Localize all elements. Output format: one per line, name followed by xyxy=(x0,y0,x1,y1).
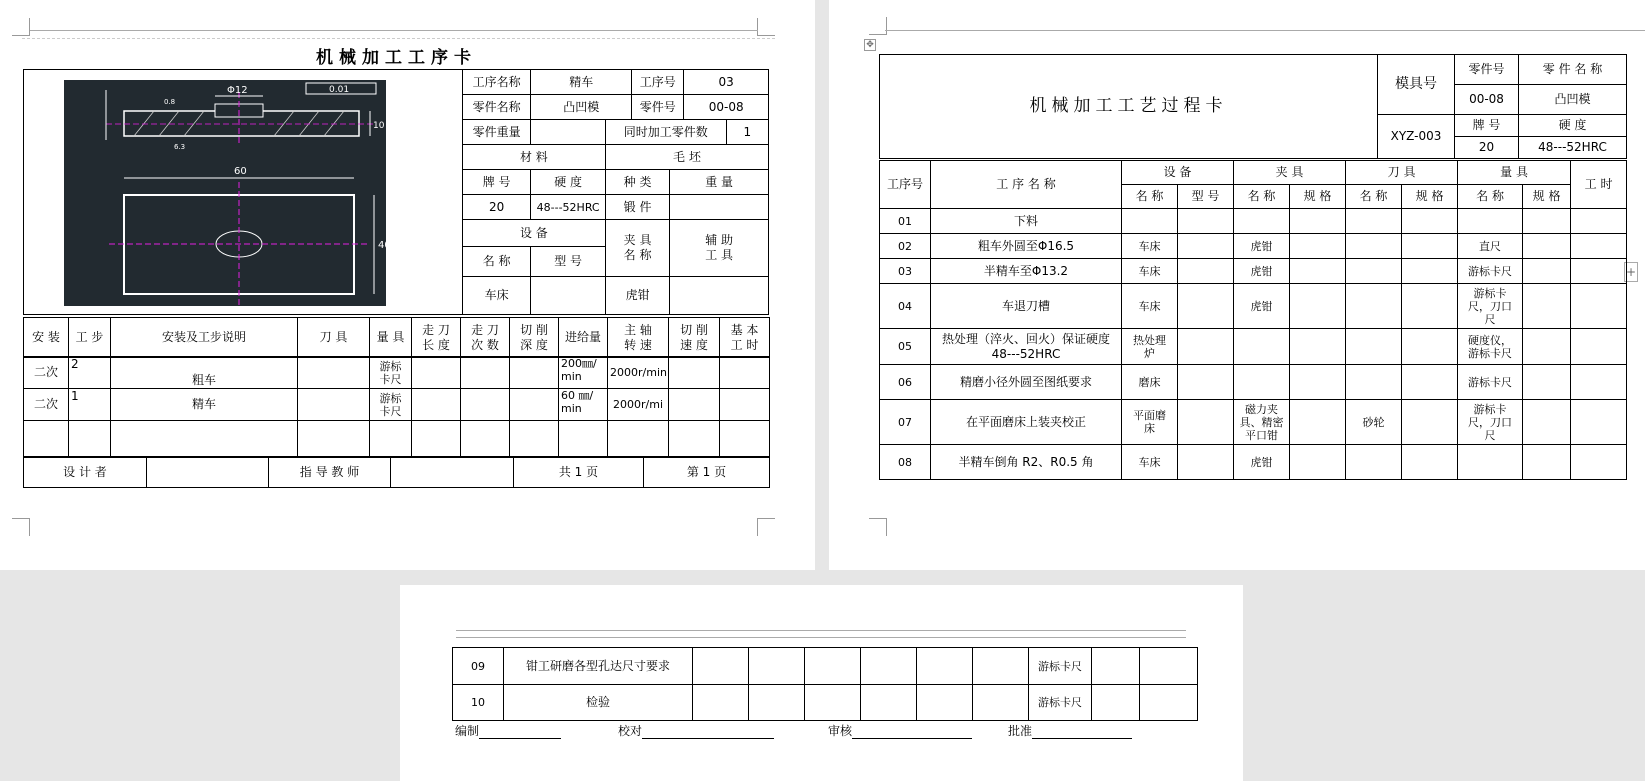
process-cell xyxy=(1178,209,1234,234)
card2-title: 机械加工工艺过程卡 xyxy=(880,55,1378,159)
footer-designer-value xyxy=(147,458,269,488)
steps-cell xyxy=(720,357,770,389)
process-cell xyxy=(1178,365,1234,400)
value-eq-model xyxy=(531,277,605,315)
footer-advisor-label: 指 导 教 师 xyxy=(269,458,391,488)
process-cell xyxy=(1290,284,1346,329)
col-eq-name: 名 称 xyxy=(1122,185,1178,209)
grade-value: 20 xyxy=(1455,137,1519,159)
process-cell xyxy=(973,648,1029,685)
process-cell xyxy=(805,648,861,685)
steps-cell: 60 ㎜/ min xyxy=(559,389,608,421)
process-cell xyxy=(917,648,973,685)
steps-cell: 二次 xyxy=(24,389,69,421)
table-move-handle[interactable]: ✥ xyxy=(864,39,876,51)
steps-cell: 粗车 xyxy=(111,357,298,389)
signoff-approve: 批准 xyxy=(1008,722,1132,739)
label-equipment: 设 备 xyxy=(462,220,605,247)
process-cell: 04 xyxy=(880,284,931,329)
steps-cell xyxy=(412,389,461,421)
value-part-name: 凸凹模 xyxy=(531,95,632,120)
process-cell: 磨床 xyxy=(1122,365,1178,400)
steps-cell: 1 xyxy=(69,389,111,421)
document-page-1 xyxy=(0,0,815,570)
value-hardness: 48---52HRC xyxy=(531,195,605,220)
steps-cell xyxy=(370,421,412,457)
value-aux-tool xyxy=(670,277,769,315)
label-part-name: 零件名称 xyxy=(462,95,530,120)
card1-header-table xyxy=(23,69,769,315)
steps-cell: 游标 卡尺 xyxy=(370,357,412,389)
process-cell xyxy=(1346,284,1402,329)
label-grade: 牌 号 xyxy=(462,170,530,195)
steps-cell xyxy=(298,421,370,457)
card1-steps-body xyxy=(23,356,770,457)
footer-total-pages: 共 1 页 xyxy=(514,458,644,488)
part-name-label: 零 件 名 称 xyxy=(1519,55,1627,85)
process-cell: 07 xyxy=(880,400,931,445)
process-cell xyxy=(1346,365,1402,400)
process-cell xyxy=(1571,234,1627,259)
process-cell: 05 xyxy=(880,329,931,365)
dim-phi-label: Φ12 xyxy=(227,85,248,96)
value-simultaneous: 1 xyxy=(726,120,768,145)
process-cell: 游标卡 尺，刀口 尺 xyxy=(1458,400,1523,445)
process-cell: 硬度仪， 游标卡尺 xyxy=(1458,329,1523,365)
process-cell xyxy=(1140,685,1198,721)
mold-no-value: XYZ-003 xyxy=(1378,115,1455,159)
process-cell xyxy=(1178,400,1234,445)
process-cell: 游标卡尺 xyxy=(1458,365,1523,400)
process-cell xyxy=(1346,209,1402,234)
process-cell xyxy=(1178,234,1234,259)
process-cell xyxy=(749,648,805,685)
process-cell xyxy=(1523,284,1571,329)
steps-col-header: 切 削 深 度 xyxy=(510,318,559,358)
process-cell: 车床 xyxy=(1122,284,1178,329)
process-cell xyxy=(973,685,1029,721)
process-cell xyxy=(1234,365,1290,400)
process-cell xyxy=(1402,209,1458,234)
part-no-value: 00-08 xyxy=(1455,85,1519,115)
dim-side-label: 40 xyxy=(378,240,391,251)
process-cell: 游标卡尺 xyxy=(1029,648,1092,685)
process-cell xyxy=(1178,284,1234,329)
process-cell xyxy=(861,685,917,721)
process-cell: 粗车外圆至Φ16.5 xyxy=(931,234,1122,259)
hardness-label: 硬 度 xyxy=(1519,115,1627,137)
process-cell xyxy=(1402,284,1458,329)
process-cell xyxy=(1571,284,1627,329)
process-cell xyxy=(861,648,917,685)
process-cell xyxy=(1571,445,1627,480)
process-cell xyxy=(693,685,749,721)
label-aux-tool: 辅 助 工 具 xyxy=(670,220,769,277)
process-cell xyxy=(1402,329,1458,365)
process-cell: 虎钳 xyxy=(1234,445,1290,480)
crop-mark xyxy=(12,18,30,36)
process-cell xyxy=(1523,445,1571,480)
process-cell: 02 xyxy=(880,234,931,259)
process-cell xyxy=(1523,234,1571,259)
process-cell: 热处理 炉 xyxy=(1122,329,1178,365)
roughness-mark: 0.8 xyxy=(164,98,176,106)
crop-mark xyxy=(869,518,887,536)
steps-col-header: 量 具 xyxy=(370,318,412,358)
process-cell: 检验 xyxy=(504,685,693,721)
part-no-label: 零件号 xyxy=(1455,55,1519,85)
process-cell: 下料 xyxy=(931,209,1122,234)
steps-cell xyxy=(24,421,69,457)
col-eq-model: 型 号 xyxy=(1178,185,1234,209)
signoff-check: 校对 xyxy=(618,722,774,739)
steps-cell xyxy=(669,421,720,457)
steps-col-header: 安 装 xyxy=(24,318,69,358)
process-cell: 06 xyxy=(880,365,931,400)
label-weight: 重 量 xyxy=(670,170,769,195)
process-cell xyxy=(1346,445,1402,480)
table-row xyxy=(880,234,1627,259)
process-cell: 在平面磨床上装夹校正 xyxy=(931,400,1122,445)
table-row xyxy=(24,421,770,457)
process-cell xyxy=(1140,648,1198,685)
process-cell xyxy=(1571,365,1627,400)
steps-col-header: 基 本 工 时 xyxy=(720,318,770,358)
process-cell xyxy=(1458,209,1523,234)
col-fix-name: 名 称 xyxy=(1234,185,1290,209)
table-row xyxy=(880,259,1627,284)
steps-col-header: 工 步 xyxy=(69,318,111,358)
table-row xyxy=(880,209,1627,234)
value-fixture: 虎钳 xyxy=(605,277,669,315)
document-page-3 xyxy=(400,585,1243,781)
process-cell xyxy=(1290,234,1346,259)
crop-mark xyxy=(12,518,30,536)
card2-process-table xyxy=(879,160,1627,480)
process-cell xyxy=(1402,234,1458,259)
process-cell xyxy=(1571,400,1627,445)
process-cell xyxy=(1571,329,1627,365)
steps-cell xyxy=(510,357,559,389)
col-gauge: 量 具 xyxy=(1458,161,1571,185)
card1-footer-table xyxy=(23,457,770,488)
dim-height-label: 10 xyxy=(373,121,385,131)
process-cell xyxy=(1178,329,1234,365)
steps-cell xyxy=(669,389,720,421)
process-cell xyxy=(1402,259,1458,284)
value-process-no: 03 xyxy=(684,70,769,95)
footer-advisor-value xyxy=(391,458,514,488)
label-part-no: 零件号 xyxy=(632,95,684,120)
process-cell xyxy=(1346,259,1402,284)
steps-cell xyxy=(461,421,510,457)
steps-col-header: 主 轴 转 速 xyxy=(608,318,669,358)
table-row xyxy=(453,648,1198,685)
steps-col-header: 切 削 速 度 xyxy=(669,318,720,358)
process-cell: 车床 xyxy=(1122,259,1178,284)
process-cell xyxy=(1092,648,1140,685)
table-row xyxy=(24,389,770,421)
label-blank: 毛 坯 xyxy=(605,145,768,170)
card1-steps-table xyxy=(23,317,770,358)
process-cell xyxy=(1571,209,1627,234)
col-gauge-name: 名 称 xyxy=(1458,185,1523,209)
steps-cell xyxy=(298,357,370,389)
table-row xyxy=(453,685,1198,721)
steps-cell xyxy=(720,421,770,457)
signoff-compile: 编制 xyxy=(455,722,561,739)
value-process-name: 精车 xyxy=(531,70,632,95)
table-row xyxy=(24,357,770,389)
process-cell xyxy=(1523,259,1571,284)
steps-cell xyxy=(608,421,669,457)
document-page-2 xyxy=(829,0,1645,570)
value-part-weight xyxy=(531,120,605,145)
steps-col-header: 安装及工步说明 xyxy=(111,318,298,358)
dim-width-label: 60 xyxy=(234,166,247,177)
value-grade: 20 xyxy=(462,195,530,220)
process-cell: 游标卡尺 xyxy=(1029,685,1092,721)
technical-drawing xyxy=(24,70,463,315)
col-fix-spec: 规 格 xyxy=(1290,185,1346,209)
part-name-value: 凸凹模 xyxy=(1519,85,1627,115)
col-tool-name: 名 称 xyxy=(1346,185,1402,209)
footer-page-number: 第 1 页 xyxy=(644,458,770,488)
process-cell: 磁力夹 具、精密 平口钳 xyxy=(1234,400,1290,445)
process-cell xyxy=(917,685,973,721)
steps-cell: 200㎜/ min xyxy=(559,357,608,389)
process-cell: 虎钳 xyxy=(1234,284,1290,329)
label-material: 材 料 xyxy=(462,145,605,170)
process-cell: 01 xyxy=(880,209,931,234)
steps-header-row xyxy=(24,318,770,358)
process-cell xyxy=(1290,400,1346,445)
process-cell xyxy=(1290,259,1346,284)
process-cell: 03 xyxy=(880,259,931,284)
process-cell: 虎钳 xyxy=(1234,234,1290,259)
col-tool-spec: 规 格 xyxy=(1402,185,1458,209)
steps-col-header: 走 刀 次 数 xyxy=(461,318,510,358)
steps-cell: 2000r/min xyxy=(608,357,669,389)
process-cell xyxy=(1523,400,1571,445)
process-cell xyxy=(1523,365,1571,400)
process-cell: 车退刀槽 xyxy=(931,284,1122,329)
process-cell xyxy=(1290,365,1346,400)
process-cell xyxy=(693,648,749,685)
steps-cell: 游标 卡尺 xyxy=(370,389,412,421)
card1-title: 机械加工工序卡 xyxy=(316,48,477,68)
value-eq-name: 车床 xyxy=(462,277,530,315)
label-part-weight: 零件重量 xyxy=(462,120,530,145)
process-cell: 钳工研磨各型孔达尺寸要求 xyxy=(504,648,693,685)
process-cell xyxy=(1234,209,1290,234)
process-cell xyxy=(749,685,805,721)
process-cell: 精磨小径外圆至图纸要求 xyxy=(931,365,1122,400)
card2-header-table xyxy=(879,54,1627,159)
value-part-no: 00-08 xyxy=(684,95,769,120)
col-equipment: 设 备 xyxy=(1122,161,1234,185)
card3-process-table xyxy=(452,647,1198,721)
process-cell: 10 xyxy=(453,685,504,721)
mold-no-label: 模具号 xyxy=(1378,55,1455,115)
process-cell: 热处理（淬火、回火）保证硬度 48---52HRC xyxy=(931,329,1122,365)
process-cell xyxy=(1178,445,1234,480)
crop-mark xyxy=(869,17,887,35)
process-cell xyxy=(1122,209,1178,234)
process-cell xyxy=(1402,400,1458,445)
process-cell: 直尺 xyxy=(1458,234,1523,259)
value-weight xyxy=(670,195,769,220)
steps-cell xyxy=(510,389,559,421)
steps-cell xyxy=(559,421,608,457)
col-gauge-spec: 规 格 xyxy=(1523,185,1571,209)
steps-cell: 二次 xyxy=(24,357,69,389)
process-cell: 平面磨 床 xyxy=(1122,400,1178,445)
label-eq-name: 名 称 xyxy=(462,247,530,277)
steps-col-header: 刀 具 xyxy=(298,318,370,358)
grade-label: 牌 号 xyxy=(1455,115,1519,137)
steps-col-header: 进给量 xyxy=(559,318,608,358)
process-cell xyxy=(1234,329,1290,365)
table-row xyxy=(880,365,1627,400)
steps-cell: 精车 xyxy=(111,389,298,421)
value-kind: 锻 件 xyxy=(605,195,669,220)
process-cell: 游标卡尺 xyxy=(1458,259,1523,284)
steps-cell xyxy=(111,421,298,457)
steps-cell xyxy=(461,357,510,389)
process-cell xyxy=(1346,234,1402,259)
add-row-button[interactable]: + xyxy=(1624,262,1638,282)
process-cell xyxy=(1290,445,1346,480)
col-fixture: 夹 具 xyxy=(1234,161,1346,185)
label-hardness: 硬 度 xyxy=(531,170,605,195)
steps-cell xyxy=(510,421,559,457)
process-cell: 08 xyxy=(880,445,931,480)
roughness-mark: 6.3 xyxy=(174,143,186,151)
crop-mark xyxy=(757,18,775,36)
steps-cell: 2000r/mi xyxy=(608,389,669,421)
process-cell xyxy=(805,685,861,721)
table-row xyxy=(880,284,1627,329)
process-cell: 半精车倒角 R2、R0.5 角 xyxy=(931,445,1122,480)
process-cell: 半精车至Φ13.2 xyxy=(931,259,1122,284)
hardness-value: 48---52HRC xyxy=(1519,137,1627,159)
col-time: 工 时 xyxy=(1571,161,1627,209)
table-row xyxy=(880,400,1627,445)
process-cell: 车床 xyxy=(1122,234,1178,259)
label-eq-model: 型 号 xyxy=(531,247,605,277)
process-cell: 车床 xyxy=(1122,445,1178,480)
steps-cell xyxy=(69,421,111,457)
label-simultaneous: 同时加工零件数 xyxy=(605,120,726,145)
steps-cell xyxy=(412,357,461,389)
process-cell: 游标卡 尺，刀口 尺 xyxy=(1458,284,1523,329)
steps-col-header: 走 刀 长 度 xyxy=(412,318,461,358)
process-cell xyxy=(1178,259,1234,284)
process-cell xyxy=(1571,259,1627,284)
label-fixture: 夹 具 名 称 xyxy=(605,220,669,277)
dim-tolerance-label: 0.01 xyxy=(329,85,350,95)
process-cell xyxy=(1092,685,1140,721)
process-cell xyxy=(1402,365,1458,400)
table-row xyxy=(880,445,1627,480)
signoff-review: 审核 xyxy=(828,722,972,739)
process-cell xyxy=(1523,209,1571,234)
col-step-name: 工 序 名 称 xyxy=(931,161,1122,209)
process-cell xyxy=(1458,445,1523,480)
process-cell: 砂轮 xyxy=(1346,400,1402,445)
steps-cell xyxy=(298,389,370,421)
process-cell xyxy=(1523,329,1571,365)
steps-cell xyxy=(461,389,510,421)
steps-cell xyxy=(720,389,770,421)
process-cell: 09 xyxy=(453,648,504,685)
label-process-name: 工序名称 xyxy=(462,70,530,95)
col-tool: 刀 具 xyxy=(1346,161,1458,185)
process-cell xyxy=(1290,209,1346,234)
footer-designer-label: 设 计 者 xyxy=(24,458,147,488)
steps-cell: 2 xyxy=(69,357,111,389)
crop-mark xyxy=(757,518,775,536)
process-cell: 虎钳 xyxy=(1234,259,1290,284)
label-process-no: 工序号 xyxy=(632,70,684,95)
table-row xyxy=(880,329,1627,365)
process-cell xyxy=(1402,445,1458,480)
process-cell xyxy=(1290,329,1346,365)
col-step-no: 工序号 xyxy=(880,161,931,209)
process-cell xyxy=(1346,329,1402,365)
steps-cell xyxy=(412,421,461,457)
steps-cell xyxy=(669,357,720,389)
part-drawing-svg xyxy=(24,70,456,314)
label-kind: 种 类 xyxy=(605,170,669,195)
